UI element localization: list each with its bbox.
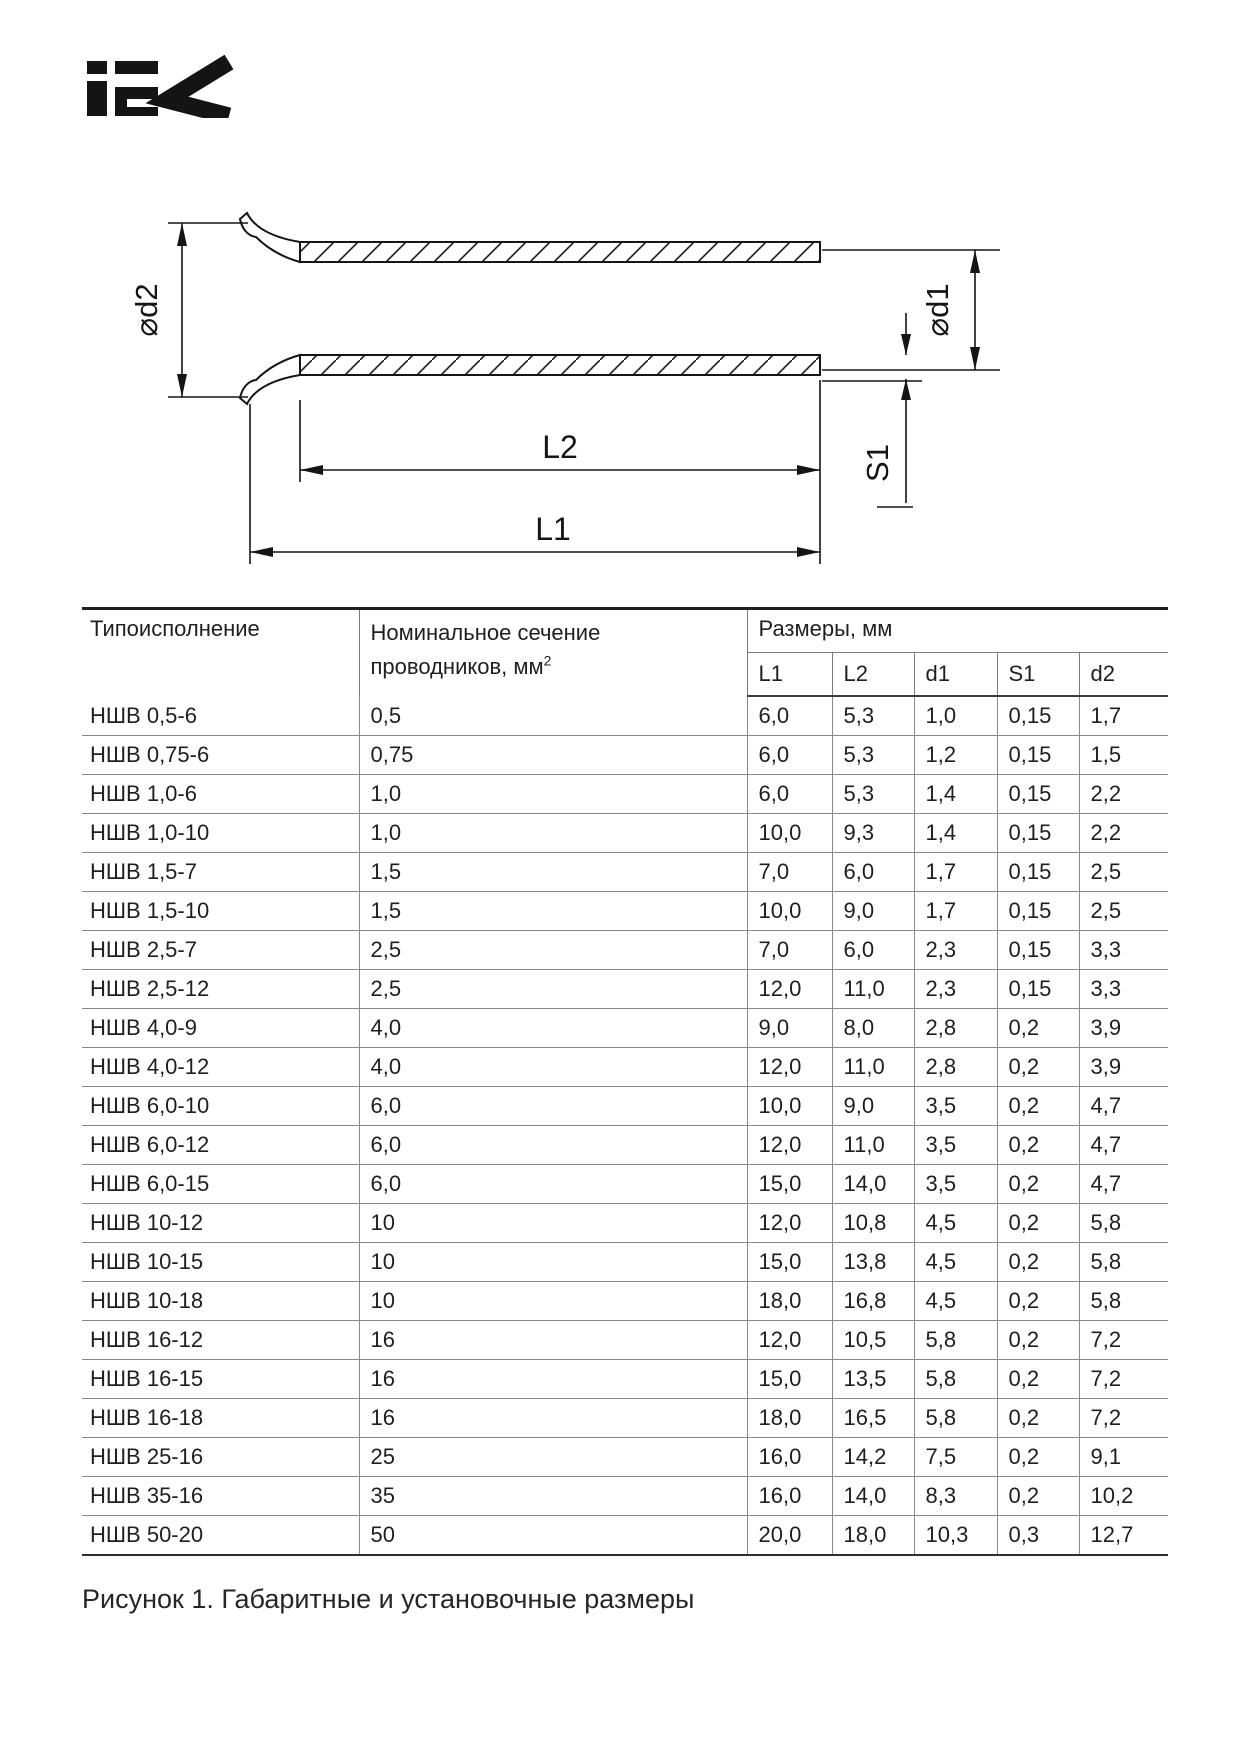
table-row: [82, 1087, 1168, 1126]
cell-section: 1,0: [359, 814, 747, 853]
cell-l2: 5,3: [832, 736, 914, 775]
cell-l2: 14,2: [832, 1438, 914, 1477]
dim-label-d1: ⌀d1: [920, 283, 955, 337]
cell-l1: 12,0: [747, 1321, 832, 1360]
cell-section: 6,0: [359, 1126, 747, 1165]
cell-l2: 9,0: [832, 892, 914, 931]
cell-s1: 0,15: [997, 736, 1079, 775]
cell-l1: 18,0: [747, 1282, 832, 1321]
cell-l2: 5,3: [832, 775, 914, 814]
cell-s1: 0,2: [997, 1009, 1079, 1048]
subheader-l1: L1: [747, 653, 832, 697]
cell-d2: 5,8: [1079, 1204, 1168, 1243]
cell-d2: 1,7: [1079, 696, 1168, 736]
cell-type: НШВ 16-18: [82, 1399, 359, 1438]
cell-s1: 0,2: [997, 1321, 1079, 1360]
cell-s1: 0,2: [997, 1243, 1079, 1282]
cell-d2: 1,5: [1079, 736, 1168, 775]
cell-type: НШВ 1,5-10: [82, 892, 359, 931]
table-row: [82, 970, 1168, 1009]
table-row: [82, 1399, 1168, 1438]
cell-d2: 2,2: [1079, 775, 1168, 814]
subheader-d1: d1: [914, 653, 997, 697]
cell-l2: 16,5: [832, 1399, 914, 1438]
cell-section: 35: [359, 1477, 747, 1516]
cell-d2: 3,3: [1079, 970, 1168, 1009]
cell-d1: 8,3: [914, 1477, 997, 1516]
table-row: [82, 1438, 1168, 1477]
cell-d1: 2,3: [914, 970, 997, 1009]
header-section-line1: Номинальное сечение: [370, 620, 601, 645]
subheader-s1: S1: [997, 653, 1079, 697]
cell-l2: 11,0: [832, 1048, 914, 1087]
cell-type: НШВ 2,5-12: [82, 970, 359, 1009]
table-row: [82, 736, 1168, 775]
iek-logo-letters: [87, 61, 229, 116]
cell-d1: 10,3: [914, 1516, 997, 1556]
cell-d1: 7,5: [914, 1438, 997, 1477]
cell-l1: 10,0: [747, 1087, 832, 1126]
cell-type: НШВ 10-12: [82, 1204, 359, 1243]
cell-type: НШВ 50-20: [82, 1516, 359, 1556]
cell-type: НШВ 6,0-10: [82, 1087, 359, 1126]
cell-d2: 7,2: [1079, 1399, 1168, 1438]
cell-d1: 5,8: [914, 1399, 997, 1438]
cell-l2: 10,8: [832, 1204, 914, 1243]
cell-section: 10: [359, 1204, 747, 1243]
header-section-line2: проводников, $мм^2$: [370, 652, 552, 680]
cell-l1: 15,0: [747, 1243, 832, 1282]
cell-l1: 15,0: [747, 1360, 832, 1399]
cell-s1: 0,15: [997, 931, 1079, 970]
cell-section: 16: [359, 1321, 747, 1360]
subheader-d2: d2: [1079, 653, 1168, 697]
cell-l1: 12,0: [747, 1204, 832, 1243]
cell-d1: 2,3: [914, 931, 997, 970]
cell-d2: 4,7: [1079, 1087, 1168, 1126]
table-body: [82, 696, 1168, 1555]
header-section-sup: 2: [543, 652, 552, 669]
cell-l1: 7,0: [747, 853, 832, 892]
cell-section: 0,5: [359, 696, 747, 736]
table-row: [82, 1516, 1168, 1556]
cell-l1: 16,0: [747, 1477, 832, 1516]
cell-l2: 14,0: [832, 1165, 914, 1204]
cell-d1: 3,5: [914, 1087, 997, 1126]
cell-s1: 0,2: [997, 1399, 1079, 1438]
cell-d2: 3,9: [1079, 1048, 1168, 1087]
cell-d1: 1,4: [914, 814, 997, 853]
cell-l1: 6,0: [747, 775, 832, 814]
cell-s1: 0,2: [997, 1165, 1079, 1204]
cell-d1: 2,8: [914, 1048, 997, 1087]
table-row: [82, 1477, 1168, 1516]
cell-s1: 0,15: [997, 775, 1079, 814]
cell-type: НШВ 10-18: [82, 1282, 359, 1321]
dimension-drawing: [110, 185, 1050, 585]
spec-table: [82, 607, 1168, 1556]
table-row: [82, 775, 1168, 814]
cell-s1: 0,15: [997, 696, 1079, 736]
table-row: [82, 1126, 1168, 1165]
cell-s1: 0,2: [997, 1087, 1079, 1126]
cell-type: НШВ 1,0-10: [82, 814, 359, 853]
cell-type: НШВ 1,0-6: [82, 775, 359, 814]
cell-d1: 3,5: [914, 1165, 997, 1204]
cell-s1: 0,3: [997, 1516, 1079, 1556]
table-row: [82, 1009, 1168, 1048]
cell-s1: 0,2: [997, 1204, 1079, 1243]
cell-section: 10: [359, 1282, 747, 1321]
cell-d1: 4,5: [914, 1282, 997, 1321]
table-row: [82, 853, 1168, 892]
header-section: [359, 609, 747, 697]
cell-section: 4,0: [359, 1048, 747, 1087]
cell-type: НШВ 1,5-7: [82, 853, 359, 892]
cell-l2: 16,8: [832, 1282, 914, 1321]
cell-section: 1,5: [359, 853, 747, 892]
dim-d1: [822, 250, 1000, 370]
ferrule-body: [240, 213, 820, 404]
dim-d2: [168, 223, 248, 397]
cell-d2: 9,1: [1079, 1438, 1168, 1477]
cell-d1: 3,5: [914, 1126, 997, 1165]
cell-section: 16: [359, 1360, 747, 1399]
dim-label-l2: L2: [542, 429, 578, 465]
cell-section: 10: [359, 1243, 747, 1282]
cell-l2: 14,0: [832, 1477, 914, 1516]
cell-s1: 0,15: [997, 853, 1079, 892]
cell-s1: 0,15: [997, 970, 1079, 1009]
table-row: [82, 1165, 1168, 1204]
cell-type: НШВ 16-15: [82, 1360, 359, 1399]
cell-d1: 1,2: [914, 736, 997, 775]
cell-d2: 4,7: [1079, 1165, 1168, 1204]
cell-s1: 0,2: [997, 1048, 1079, 1087]
cell-d2: 3,9: [1079, 1009, 1168, 1048]
cell-l2: 5,3: [832, 696, 914, 736]
cell-l2: 9,0: [832, 1087, 914, 1126]
cell-l2: 11,0: [832, 1126, 914, 1165]
cell-d2: 2,2: [1079, 814, 1168, 853]
cell-type: НШВ 6,0-15: [82, 1165, 359, 1204]
cell-l2: 9,3: [832, 814, 914, 853]
cell-type: НШВ 6,0-12: [82, 1126, 359, 1165]
cell-section: 6,0: [359, 1087, 747, 1126]
cell-d2: 5,8: [1079, 1243, 1168, 1282]
cell-d2: 2,5: [1079, 853, 1168, 892]
cell-section: 0,75: [359, 736, 747, 775]
cell-section: 16: [359, 1399, 747, 1438]
cell-type: НШВ 10-15: [82, 1243, 359, 1282]
table-header-row: [82, 609, 1168, 653]
cell-l1: 18,0: [747, 1399, 832, 1438]
cell-l2: 6,0: [832, 931, 914, 970]
cell-type: НШВ 4,0-12: [82, 1048, 359, 1087]
table-row: [82, 1048, 1168, 1087]
cell-l2: 13,5: [832, 1360, 914, 1399]
cell-l2: 8,0: [832, 1009, 914, 1048]
cell-type: НШВ 4,0-9: [82, 1009, 359, 1048]
cell-section: 6,0: [359, 1165, 747, 1204]
cell-s1: 0,2: [997, 1126, 1079, 1165]
cell-l1: 15,0: [747, 1165, 832, 1204]
cell-l1: 12,0: [747, 1048, 832, 1087]
cell-s1: 0,2: [997, 1438, 1079, 1477]
table-row: [82, 892, 1168, 931]
dim-label-d2: ⌀d2: [129, 283, 164, 337]
cell-l1: 6,0: [747, 736, 832, 775]
cell-d1: 4,5: [914, 1204, 997, 1243]
cell-d2: 3,3: [1079, 931, 1168, 970]
cell-l2: 18,0: [832, 1516, 914, 1556]
cell-s1: 0,15: [997, 814, 1079, 853]
cell-section: 50: [359, 1516, 747, 1556]
figure-caption: Рисунок 1. Габаритные и установочные размеры: [82, 1584, 695, 1614]
cell-type: НШВ 35-16: [82, 1477, 359, 1516]
dim-label-l1: L1: [535, 511, 571, 547]
cell-section: 25: [359, 1438, 747, 1477]
cell-s1: 0,2: [997, 1282, 1079, 1321]
table-row: [82, 931, 1168, 970]
cell-type: НШВ 25-16: [82, 1438, 359, 1477]
cell-d1: 1,4: [914, 775, 997, 814]
cell-d1: 1,7: [914, 892, 997, 931]
cell-l1: 10,0: [747, 892, 832, 931]
cell-d2: 10,2: [1079, 1477, 1168, 1516]
cell-l2: 11,0: [832, 970, 914, 1009]
cell-type: НШВ 16-12: [82, 1321, 359, 1360]
table-row: [82, 814, 1168, 853]
cell-l2: 10,5: [832, 1321, 914, 1360]
cell-l1: 20,0: [747, 1516, 832, 1556]
table-row: [82, 1243, 1168, 1282]
cell-s1: 0,2: [997, 1360, 1079, 1399]
cell-d1: 1,7: [914, 853, 997, 892]
cell-section: 1,0: [359, 775, 747, 814]
cell-l1: 9,0: [747, 1009, 832, 1048]
header-type: Типоисполнение: [82, 609, 359, 697]
cell-d2: 5,8: [1079, 1282, 1168, 1321]
cell-section: 1,5: [359, 892, 747, 931]
header-sizes: Размеры, мм: [747, 609, 1168, 653]
cell-l1: 10,0: [747, 814, 832, 853]
cell-l1: 6,0: [747, 696, 832, 736]
cell-d1: 5,8: [914, 1360, 997, 1399]
cell-l1: 12,0: [747, 970, 832, 1009]
cell-d1: 2,8: [914, 1009, 997, 1048]
cell-d2: 4,7: [1079, 1126, 1168, 1165]
cell-l2: 13,8: [832, 1243, 914, 1282]
cell-section: 4,0: [359, 1009, 747, 1048]
cell-type: НШВ 2,5-7: [82, 931, 359, 970]
table-row: [82, 1321, 1168, 1360]
cell-type: НШВ 0,75-6: [82, 736, 359, 775]
cell-d2: 2,5: [1079, 892, 1168, 931]
cell-l2: 6,0: [832, 853, 914, 892]
table-row: [82, 1360, 1168, 1399]
table-row: [82, 696, 1168, 736]
cell-d1: 1,0: [914, 696, 997, 736]
cell-type: НШВ 0,5-6: [82, 696, 359, 736]
cell-d1: 5,8: [914, 1321, 997, 1360]
cell-section: 2,5: [359, 931, 747, 970]
cell-d2: 12,7: [1079, 1516, 1168, 1556]
cell-s1: 0,15: [997, 892, 1079, 931]
cell-l1: 7,0: [747, 931, 832, 970]
dim-label-s1: S1: [860, 444, 895, 482]
iek-logo: [84, 54, 250, 118]
cell-section: 2,5: [359, 970, 747, 1009]
subheader-l2: L2: [832, 653, 914, 697]
cell-d2: 7,2: [1079, 1321, 1168, 1360]
cell-s1: 0,2: [997, 1477, 1079, 1516]
cell-l1: 12,0: [747, 1126, 832, 1165]
flare-bottom: [240, 355, 300, 404]
flare-top: [240, 213, 300, 262]
cell-l1: 16,0: [747, 1438, 832, 1477]
cell-d2: 7,2: [1079, 1360, 1168, 1399]
cell-d1: 4,5: [914, 1243, 997, 1282]
table-row: [82, 1282, 1168, 1321]
table-row: [82, 1204, 1168, 1243]
